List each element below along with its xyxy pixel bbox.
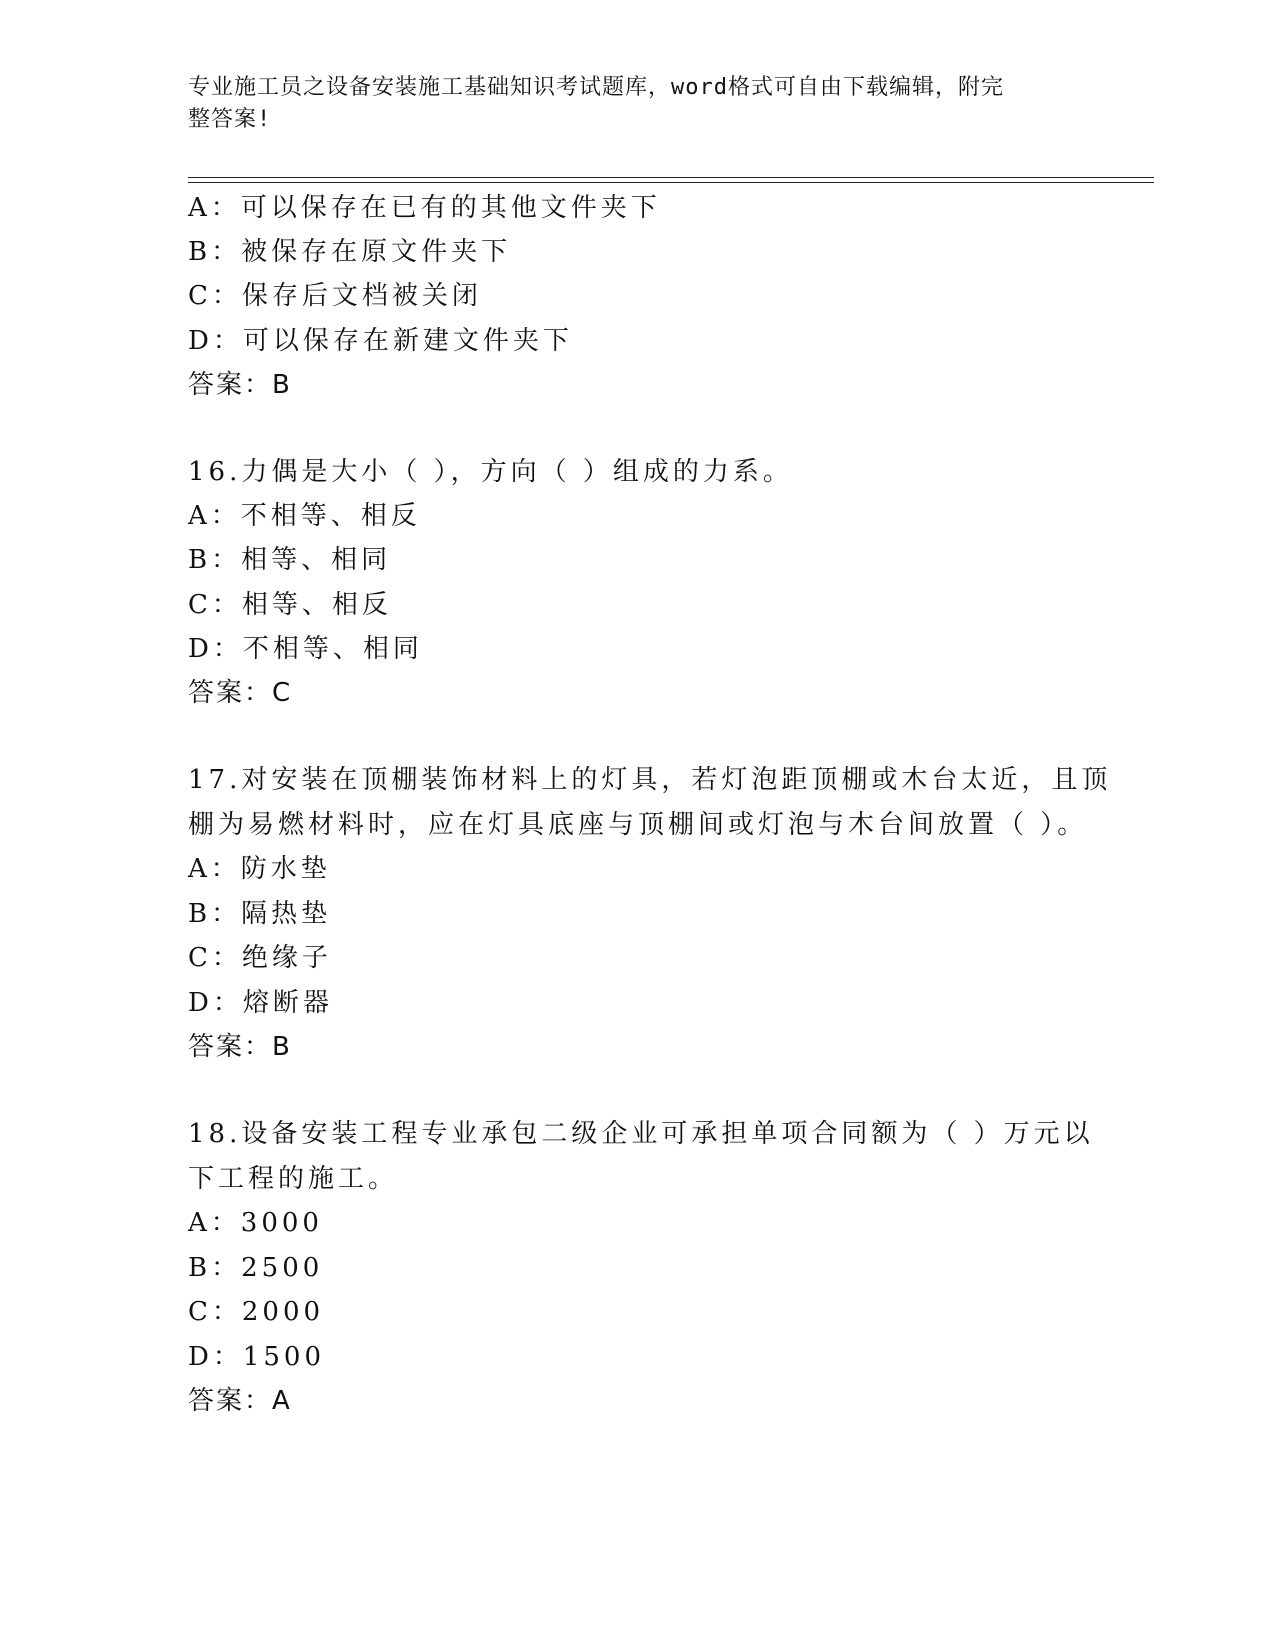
- q18-option-b: B：2500: [188, 1253, 324, 1283]
- q16-answer: 答案：C: [188, 678, 293, 708]
- q17-question-line-2: 棚为易燃材料时，应在灯具底座与顶棚间或灯泡与木台间放置（ ）。: [188, 810, 1088, 840]
- q17-option-c: C：绝缘子: [188, 943, 332, 973]
- q18-question-line-1: 18.设备安装工程专业承包二级企业可承担单项合同额为（ ）万元以: [188, 1119, 1094, 1149]
- document-header: [188, 72, 1068, 136]
- q17-option-d: D：熔断器: [188, 988, 333, 1018]
- q16-option-d: D：不相等、相同: [188, 634, 423, 664]
- q16-option-b: B：相等、相同: [188, 545, 392, 575]
- q17-answer: 答案：B: [188, 1032, 292, 1062]
- q17-question-line-1: 17.对安装在顶棚装饰材料上的灯具，若灯泡距顶棚或木台太近，且顶: [188, 765, 1112, 795]
- header-line-2: 整答案!: [188, 107, 272, 132]
- q18-answer: 答案：A: [188, 1386, 292, 1416]
- q16-question: 16.力偶是大小（ ），方向（ ）组成的力系。: [188, 457, 793, 487]
- q15-option-a: A：可以保存在已有的其他文件夹下: [188, 193, 661, 223]
- q18-option-a: A：3000: [188, 1208, 323, 1238]
- header-line-1: 专业施工员之设备安装施工基础知识考试题库，word格式可自由下载编辑，附完: [188, 75, 1004, 100]
- q17-option-a: A：防水垫: [188, 854, 331, 884]
- q18-option-c: C：2000: [188, 1297, 325, 1327]
- header-divider-top: [188, 177, 1154, 178]
- q15-option-d: D：可以保存在新建文件夹下: [188, 326, 573, 356]
- q18-option-d: D：1500: [188, 1342, 326, 1372]
- header-divider-bottom: [188, 182, 1154, 183]
- q16-option-c: C：相等、相反: [188, 590, 392, 620]
- q16-option-a: A：不相等、相反: [188, 501, 421, 531]
- q18-question-line-2: 下工程的施工。: [188, 1164, 399, 1194]
- q15-answer: 答案：B: [188, 370, 292, 400]
- q15-option-c: C：保存后文档被关闭: [188, 281, 482, 311]
- q15-option-b: B：被保存在原文件夹下: [188, 237, 512, 267]
- q17-option-b: B：隔热垫: [188, 899, 332, 929]
